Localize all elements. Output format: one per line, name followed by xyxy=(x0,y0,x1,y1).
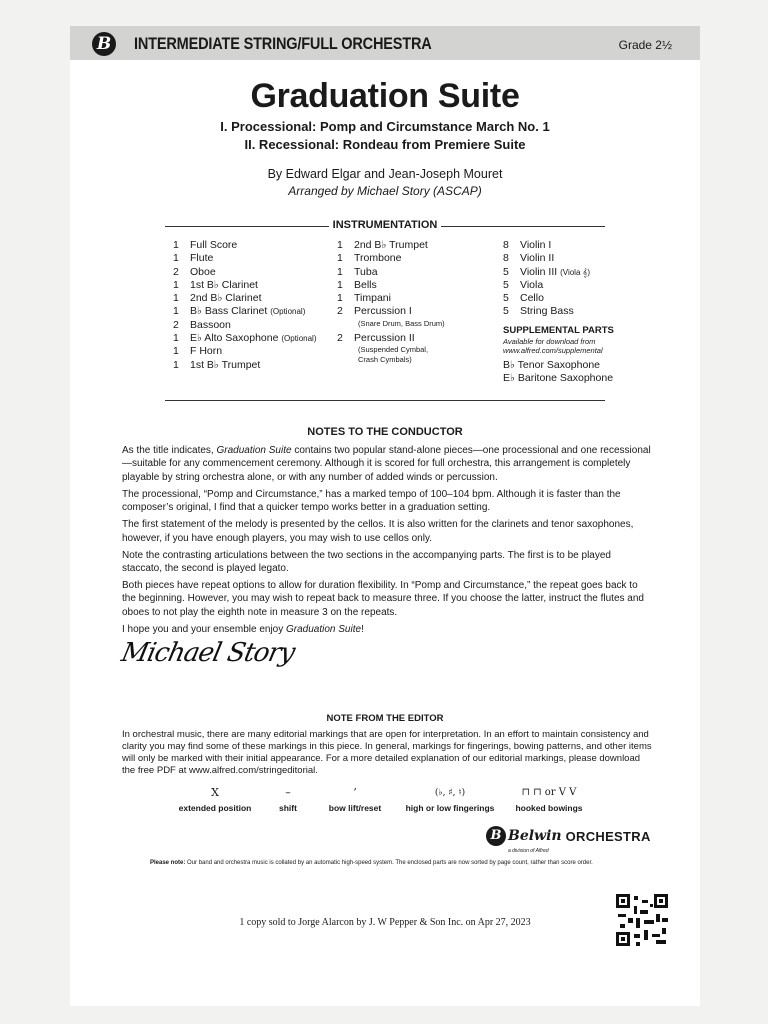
instrument-column-2 xyxy=(337,239,445,365)
conductor-notes xyxy=(122,444,652,640)
instrument-row xyxy=(173,305,316,318)
marking-fingerings xyxy=(400,786,500,813)
part-name: 2nd B♭ Clarinet xyxy=(190,292,262,305)
composer-byline: By Edward Elgar and Jean-Joseph Mouret xyxy=(267,167,503,181)
part-count: 5 xyxy=(503,278,509,291)
part-name: Violin II xyxy=(520,252,555,265)
optional-tag: (Viola 𝄞) xyxy=(560,267,591,277)
publisher-brand: Belwin xyxy=(508,828,562,844)
part-count: 1 xyxy=(337,239,343,251)
part-name: Full Score xyxy=(190,239,238,251)
part-name: Timpani xyxy=(354,292,391,305)
part-name: B♭ Bass Clarinet xyxy=(190,305,268,318)
instrument-row xyxy=(337,279,445,292)
instrument-row xyxy=(173,345,316,358)
notes-paragraph: The processional, “Pomp and Circumstance,” has a marked tempo of 100–104 bpm. Although it is faster than the composer’s original, I find that a quicker tempo works better in a graduation setting. xyxy=(122,488,621,514)
instrument-row xyxy=(337,332,445,345)
part-name: Oboe xyxy=(190,265,216,278)
part-count: 1 xyxy=(173,305,179,318)
part-count: 1 xyxy=(173,292,179,305)
part-name: 1st B♭ Clarinet xyxy=(190,278,258,291)
percussion-1-detail: (Snare Drum, Bass Drum) xyxy=(358,318,445,328)
part-count: 1 xyxy=(173,278,179,291)
please-note xyxy=(150,860,593,866)
instrument-row xyxy=(503,252,614,265)
instrument-row xyxy=(173,359,316,372)
part-name: 1st B♭ Trumpet xyxy=(190,358,261,371)
notes-title-ref: Graduation Suite xyxy=(286,623,362,635)
editor-note-heading: NOTE FROM THE EDITOR xyxy=(326,713,444,724)
marking-label: high or low fingerings xyxy=(405,803,495,813)
part-count: 1 xyxy=(173,332,179,345)
part-count: 1 xyxy=(173,252,179,265)
part-name: 2nd B♭ Trumpet xyxy=(354,239,428,251)
instrumentation-heading-text: INSTRUMENTATION xyxy=(329,219,442,231)
arranger-credit: Arranged by Michael Story (ASCAP) xyxy=(288,184,482,198)
part-count: 1 xyxy=(173,345,179,358)
part-count: 1 xyxy=(173,239,179,251)
instrument-row xyxy=(337,252,445,265)
part-count: 5 xyxy=(503,265,509,278)
instrument-row xyxy=(503,305,614,318)
part-count: 1 xyxy=(173,358,179,371)
instrument-row xyxy=(173,332,316,345)
marking-shift xyxy=(268,786,308,813)
conductor-notes-heading: NOTES TO THE CONDUCTOR xyxy=(307,426,463,438)
instrument-row xyxy=(503,279,614,292)
part-name: Bells xyxy=(354,278,377,291)
part-name: Percussion II xyxy=(354,331,415,344)
notes-text: contains two popular stand-alone pieces—one processional and one recessional—suitable for any commencement ceremony. Although it is scored for full orchestra, this arrangement is completely playable by string orchestra alone, or with any number of added winds or percussion. xyxy=(122,445,651,483)
part-count: 1 xyxy=(337,278,343,291)
instrument-row xyxy=(173,279,316,292)
marking-symbol: X xyxy=(211,786,219,799)
editor-note-text: In orchestral music, there are many editorial markings that are open for interpretation. In an effort to maintain consistency and clarity you may find some of these markings in this piece. In general, markings for fingerings, bowing patterns, and other items will only be marked with their initial appearance. For a more detailed explanation of our editorial markings, please download the free PDF at www.alfred.com/stringeditorial. xyxy=(122,729,652,776)
part-count: 2 xyxy=(337,305,343,318)
instrument-column-3 xyxy=(503,239,614,386)
part-name: Tuba xyxy=(354,265,378,278)
part-count: 2 xyxy=(173,265,179,278)
instrument-row xyxy=(503,292,614,305)
instrument-row xyxy=(337,266,445,279)
optional-tag: (Optional) xyxy=(270,307,306,317)
part-count: 1 xyxy=(337,292,343,305)
part-name: Flute xyxy=(190,252,214,265)
instrument-row xyxy=(173,292,316,305)
marking-symbol: (♭, ♯, ♮) xyxy=(434,788,466,798)
part-count: 2 xyxy=(173,318,179,331)
optional-tag: (Optional) xyxy=(281,334,317,344)
instrumentation-bottom-rule xyxy=(165,400,605,401)
part-name: E♭ Alto Saxophone xyxy=(190,332,279,345)
marking-hooked-bowings xyxy=(508,786,590,813)
percussion-2-detail-1: (Suspended Cymbal, xyxy=(358,345,429,355)
percussion-2-detail-2: Crash Cymbals) xyxy=(358,355,412,365)
part-name: Percussion I xyxy=(354,305,412,318)
publisher-line: ORCHESTRA xyxy=(565,828,651,844)
belwin-orchestra-logo xyxy=(486,826,651,846)
part-name: Trombone xyxy=(354,252,402,265)
part-count: 8 xyxy=(503,252,509,265)
instrument-row xyxy=(503,266,614,279)
marking-symbol: ’ xyxy=(353,786,357,799)
marking-label: bow lift/reset xyxy=(328,803,382,813)
instrument-row xyxy=(173,252,316,265)
part-name: Bassoon xyxy=(190,318,231,331)
notes-text: I hope you and your ensemble enjoy xyxy=(122,623,286,635)
instrument-row xyxy=(503,239,614,252)
part-count: 1 xyxy=(337,265,343,278)
supplemental-heading: SUPPLEMENTAL PARTS xyxy=(503,324,614,336)
part-count: 5 xyxy=(503,292,509,305)
part-name: String Bass xyxy=(520,305,574,318)
notes-paragraph xyxy=(122,444,652,484)
notes-paragraph: Note the contrasting articulations between the two sections in the accompanying parts. The first is to be played staccato, the second is played legato. xyxy=(122,549,611,575)
publisher-division: a division of Alfred xyxy=(508,848,549,854)
instrument-row xyxy=(337,305,445,318)
marking-label: shift xyxy=(279,803,297,813)
instrumentation-heading xyxy=(70,219,700,231)
piece-title: Graduation Suite xyxy=(250,77,520,115)
series-header xyxy=(70,26,700,60)
notes-paragraph: Both pieces have repeat options to allow for duration flexibility. In “Pomp and Circumstance,” the repeat goes back to the beginning. However, you may wish to repeat back to measure three. If you choose the latter, instruct the flutes and oboes to not play the eighth note in measure 3 on the repeats. xyxy=(122,580,644,618)
belwin-logo-icon: B xyxy=(92,32,116,56)
instrument-row xyxy=(173,239,316,252)
part-name: F Horn xyxy=(190,345,223,358)
movement-2: II. Recessional: Rondeau from Premiere Suite xyxy=(244,137,526,152)
supplemental-item: B♭ Tenor Saxophone xyxy=(503,359,600,372)
supplemental-note-2: www.alfred.com/supplemental xyxy=(503,346,603,356)
notes-paragraph: The first statement of the melody is presented by the cellos. It is also written for the clarinets and tenor saxophones, however, if you have enough players, you may wish to use cellos only. xyxy=(122,519,634,544)
instrument-row xyxy=(337,239,445,252)
part-name: Violin I xyxy=(520,239,552,251)
belwin-b-icon: B xyxy=(486,826,506,846)
part-name: Cello xyxy=(520,292,544,305)
part-count: 8 xyxy=(503,239,509,251)
please-note-label: Please note: xyxy=(150,860,186,866)
supplemental-note-1: Available for download from xyxy=(503,337,596,347)
part-count: 1 xyxy=(337,252,343,265)
marking-extended-position xyxy=(170,786,260,813)
instrument-row xyxy=(173,319,316,332)
instrument-column-1 xyxy=(173,239,316,372)
part-name: Violin III xyxy=(520,265,558,278)
arranger-signature: Michael Story xyxy=(118,638,297,668)
notes-title-ref: Graduation Suite xyxy=(216,445,292,456)
notes-paragraph xyxy=(122,623,652,636)
series-title: INTERMEDIATE STRING/FULL ORCHESTRA xyxy=(134,35,432,53)
part-name: Viola xyxy=(520,278,544,291)
marking-bow-lift xyxy=(320,786,390,813)
qr-code-icon xyxy=(616,894,668,946)
marking-label: extended position xyxy=(178,803,252,813)
notes-text: As the title indicates, xyxy=(122,445,217,456)
marking-symbol: ⊓ ⊓ or V V xyxy=(521,787,577,798)
part-count: 5 xyxy=(503,305,509,318)
please-note-text: Our band and orchestra music is collated by an automatic high-speed system. The enclosed parts are now sorted by page count, rather than score order. xyxy=(185,860,593,866)
score-page xyxy=(70,26,700,1006)
instrument-row xyxy=(173,266,316,279)
notes-text: ! xyxy=(361,623,364,635)
instrument-row xyxy=(337,292,445,305)
part-count: 2 xyxy=(337,331,343,344)
movement-1: I. Processional: Pomp and Circumstance March No. 1 xyxy=(220,119,550,134)
marking-symbol: – xyxy=(285,786,291,799)
copy-sold-line: 1 copy sold to Jorge Alarcon by J. W Pepper & Son Inc. on Apr 27, 2023 xyxy=(239,917,531,928)
supplemental-item: E♭ Baritone Saxophone xyxy=(503,372,614,385)
grade-level: Grade 2½ xyxy=(618,38,672,52)
marking-label: hooked bowings xyxy=(515,803,583,813)
